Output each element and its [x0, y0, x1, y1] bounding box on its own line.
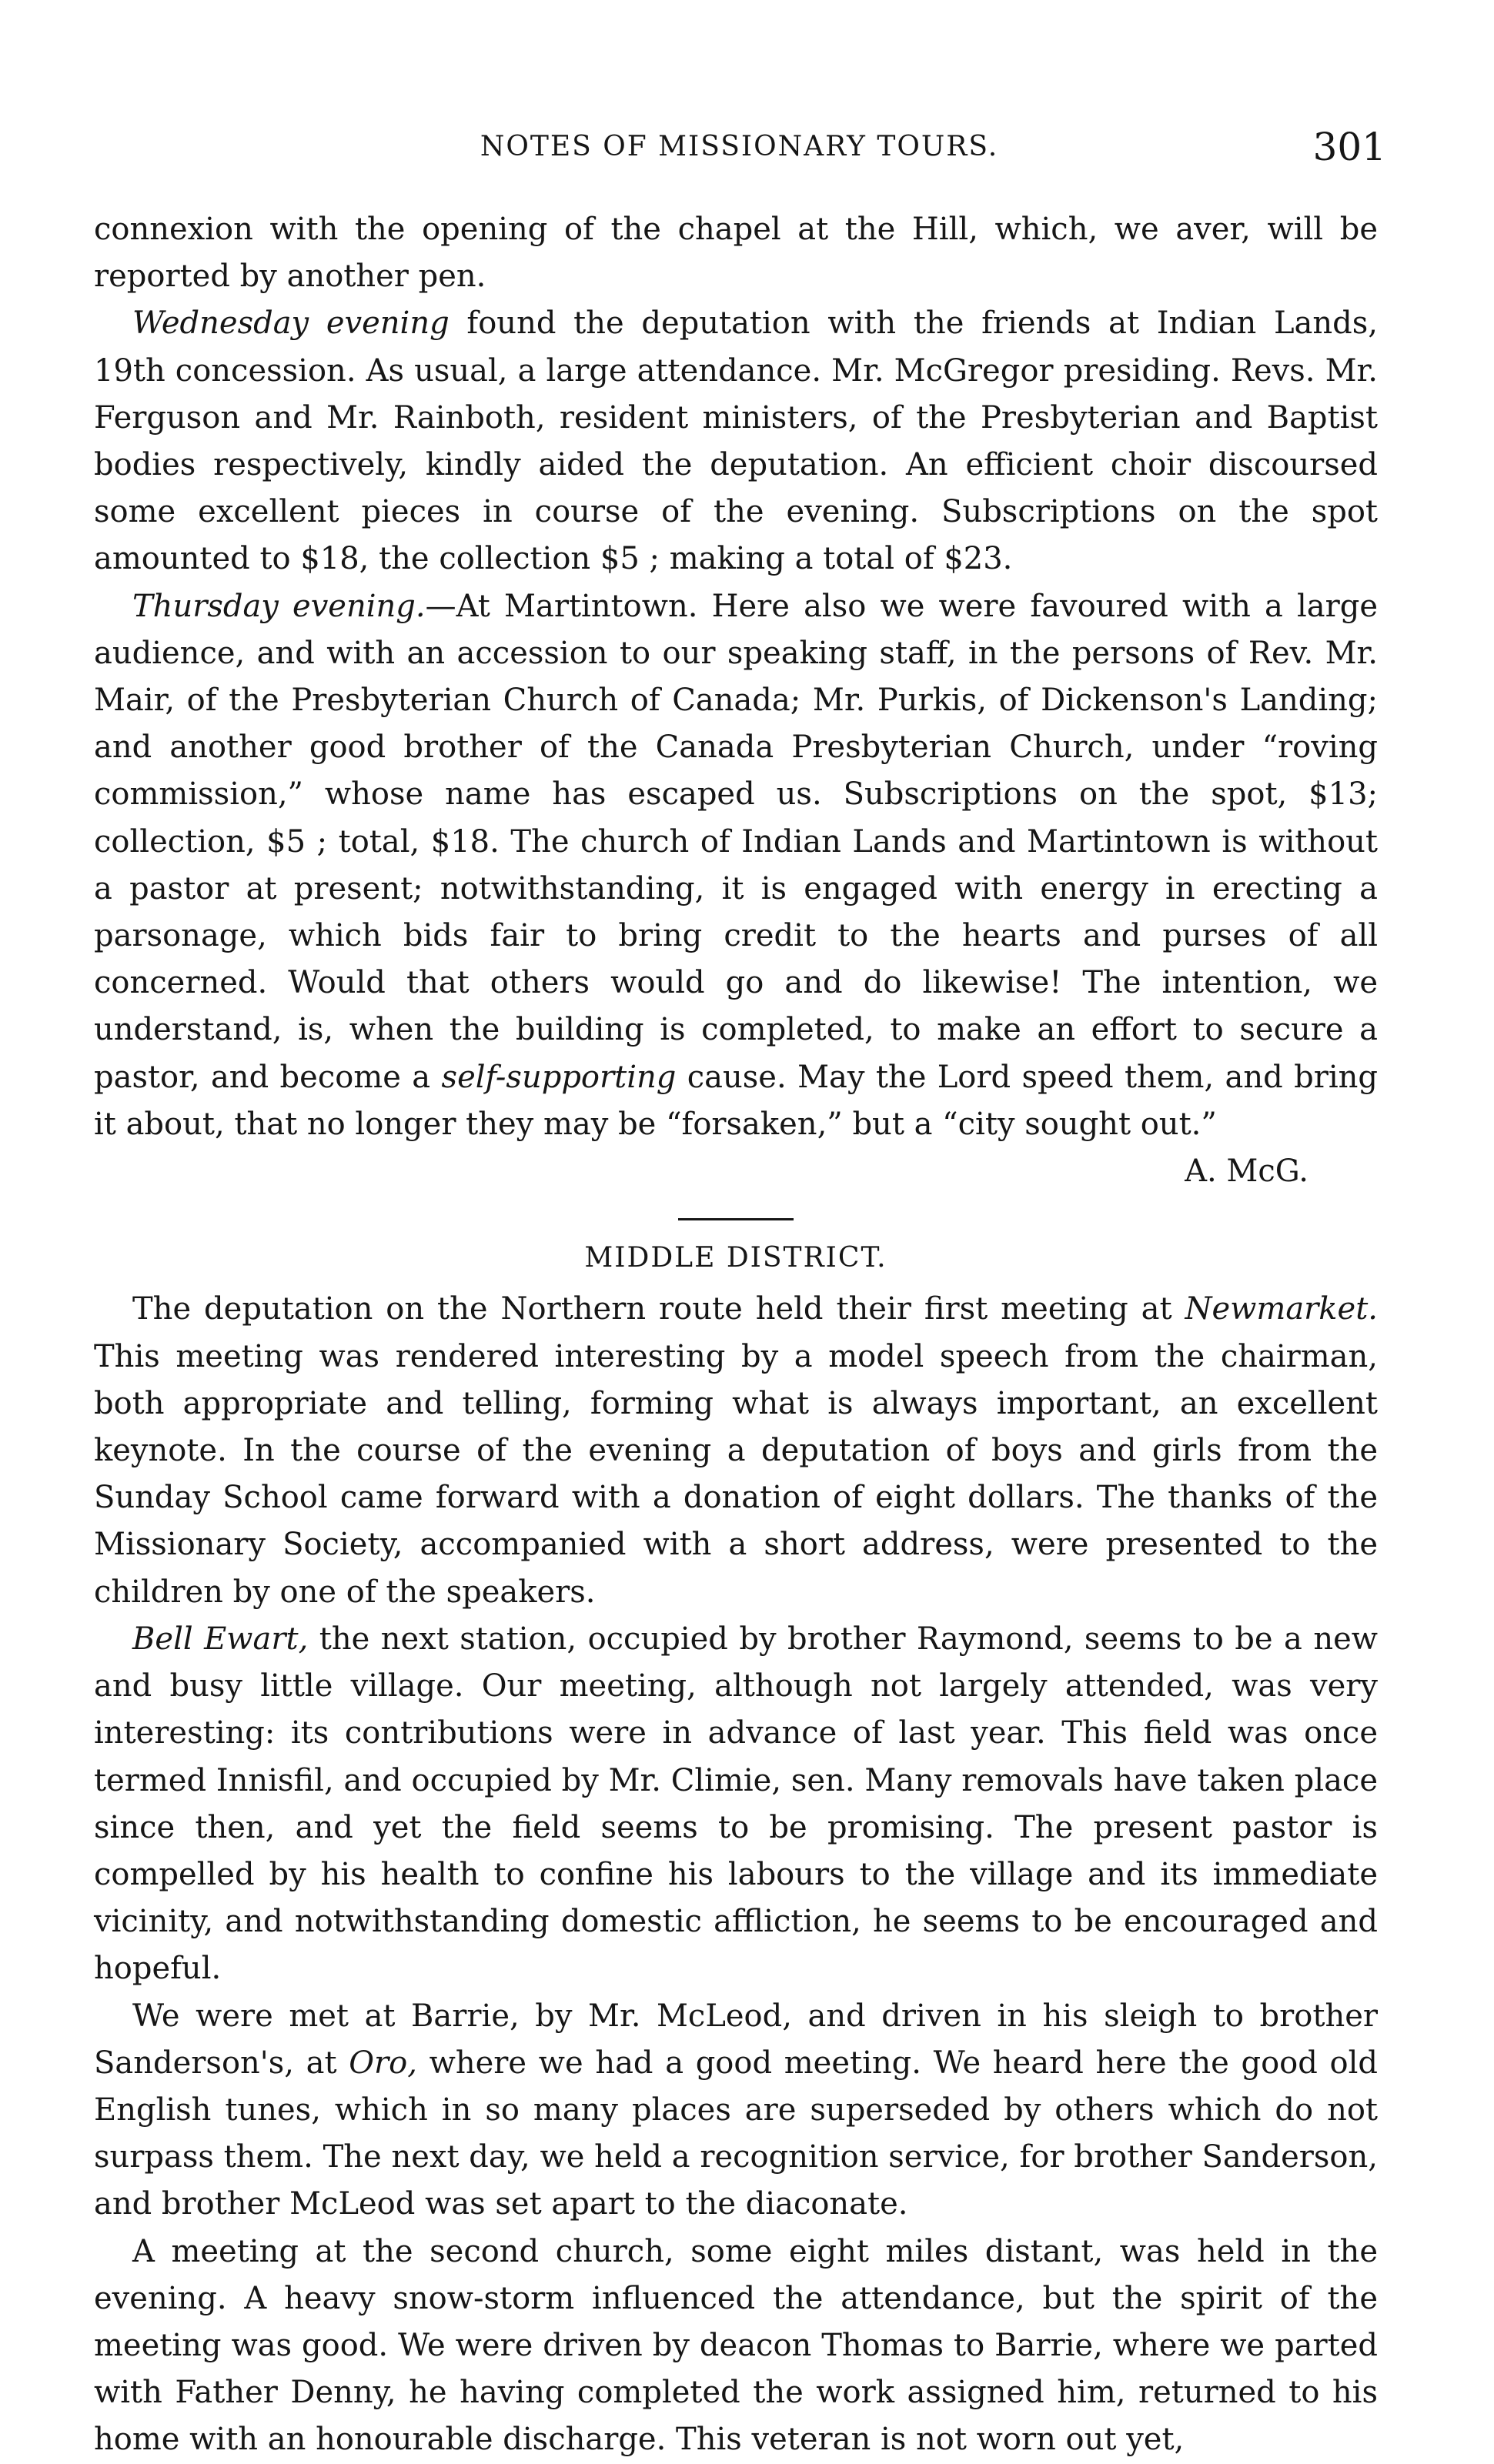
paragraph-text: —At Martintown. Here also we were favoured with a large audience, and with an accession to our speaking staff, in the persons of Rev. Mr. Mair, of the Presbyterian Church of Canada; Mr. Purkis, of Dickenson's Landing; and another good brother of the Canada Presbyterian Church, under “roving commission,” whose name has escaped us. Subscriptions on the spot, $13; collection, $5 ; total, $18. The church of Indian Lands and Martintown is without a pastor at present; notwithstanding, it is engaged with energy in erecting a parsonage, which bids fair to bring credit to the hearts and purses of all concerned. Would that others would go and do likewise! The intention, we understand, is, when the building is completed, to make an effort to secure a pastor, and become a	[94, 588, 1378, 1095]
paragraph-lead-italic: Thursday evening.	[132, 588, 426, 624]
paragraph-wednesday	[94, 300, 1378, 583]
section-divider	[678, 1218, 794, 1220]
emphasized-text: self-supporting	[441, 1059, 677, 1095]
paragraph-continuation	[94, 206, 1378, 300]
paragraph-text: connexion with the opening of the chapel at the Hill, which, we aver, will be reported by another pen.	[94, 212, 1378, 295]
paragraph-text: cause. May the Lord speed them, and bring it about, that no longer they may be “forsaken,” but a “city sought out.”	[94, 1059, 1378, 1142]
paragraph-bell-ewart	[94, 1616, 1378, 1993]
paragraph-text: We were met at Barrie, by Mr. McLeod, and driven in his sleigh to brother Sanderson's, at	[94, 1998, 1378, 2081]
paragraph-lead-italic: Wednesday evening	[132, 305, 450, 342]
paragraph-thursday	[94, 583, 1378, 1148]
author-signature: A. McG.	[1185, 1154, 1309, 1190]
page-number: 301	[1312, 125, 1386, 169]
paragraph-second-church	[94, 2229, 1378, 2464]
paragraph-oro	[94, 1993, 1378, 2229]
section-title: MIDDLE DISTRICT.	[584, 1242, 887, 1274]
emphasized-text: Oro,	[349, 2045, 417, 2081]
paragraph-text: where we had a good meeting. We heard here the good old English tunes, which in so many places are superseded by others which do not surpass them. The next day, we held a recognition service, for brother Sanderson, and brother McLeod was set apart to the diaconate.	[94, 2045, 1379, 2222]
page-header	[92, 125, 1386, 186]
emphasized-text: Newmarket.	[1185, 1291, 1378, 1327]
paragraph-text: A meeting at the second church, some eight miles distant, was held in the evening. A heavy snow-storm influenced the attendance, but the spirit of the meeting was good. We were driven by deacon Thomas to Barrie, where we parted with Father Denny, he having completed the work assigned him, returned to his home with an honourable discharge. This veteran is not worn out yet,	[94, 2233, 1378, 2458]
paragraph-text: This meeting was rendered interesting by a model speech from the chairman, both appropriate and telling, forming what is always important, an excellent keynote. In the course of the evening a deputation of boys and girls from the Sunday School came forward with a donation of eight dollars. The thanks of the Missionary Society, accompanied with a short address, were presented to the children by one of the speakers.	[94, 1338, 1378, 1610]
paragraph-lead-italic: Bell Ewart,	[132, 1621, 309, 1657]
page-body	[94, 206, 1378, 2464]
paragraph-newmarket	[94, 1286, 1378, 1615]
paragraph-text: the next station, occupied by brother Raymond, seems to be a new and busy little village. Our meeting, although not largely attended, was very interesting: its contributions were in advance of last year. This field was once termed Innisfil, and occupied by Mr. Climie, sen. Many removals have taken place since then, and yet the field seems to be promising. The present pastor is compelled by his health to confine his labours to the village and its immediate vicinity, and notwithstanding domestic affliction, he seems to be encouraged and hopeful.	[94, 1621, 1379, 1987]
running-title: NOTES OF MISSIONARY TOURS.	[480, 131, 999, 162]
paragraph-text: The deputation on the Northern route held their first meeting at	[132, 1291, 1185, 1327]
paragraph-text: found the deputation with the friends at Indian Lands, 19th concession. As usual, a large attendance. Mr. McGregor presiding. Revs. Mr. Ferguson and Mr. Rainboth, resident ministers, of the Presbyterian and Baptist bodies respectively, kindly aided the deputation. An efficient choir discoursed some excellent pieces in course of the evening. Subscriptions on the spot amounted to $18, the collection $5 ; making a total of $23.	[94, 305, 1379, 577]
